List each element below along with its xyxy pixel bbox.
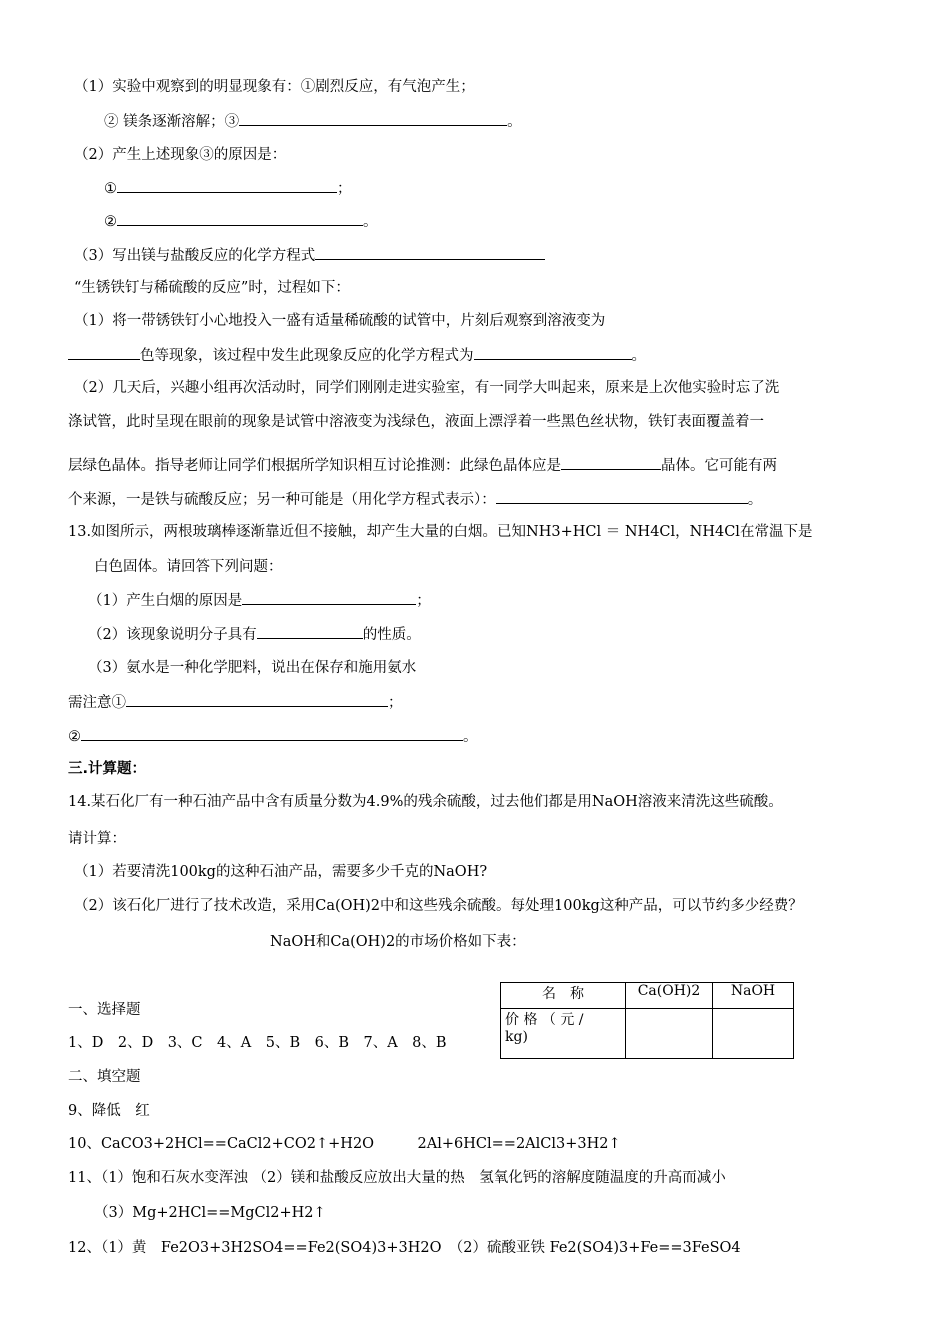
- q13-intro-b: 白色固体。请回答下列问题：: [94, 559, 283, 575]
- q12-sub2-line-b: 涤试管，此时呈现在眼前的现象是试管中溶液变为浅绿色，液面上漂浮着一些黑色丝状物，铁钉表面覆盖着一: [68, 414, 764, 430]
- answers-section1: 一、选择题: [68, 1002, 141, 1018]
- q13-sub1: [88, 590, 431, 611]
- q13-note1: [68, 692, 403, 713]
- text: 的性质。: [362, 627, 421, 643]
- text: ①: [104, 181, 117, 197]
- text: 。: [747, 492, 763, 508]
- answer-9: 9、降低 红: [68, 1103, 150, 1119]
- text: 。: [363, 214, 378, 230]
- q11-sub2-item2: [104, 211, 378, 232]
- row-label-a: 价 格 （ 元 /: [505, 1012, 584, 1028]
- answer-blank[interactable]: [81, 726, 463, 741]
- price-table: [500, 982, 794, 1059]
- text: 需注意①: [68, 695, 126, 711]
- table-cell-naoh-price[interactable]: [713, 1009, 794, 1059]
- q11-sub2-item1: [104, 178, 352, 199]
- text: 。: [631, 348, 646, 364]
- answer-blank[interactable]: [117, 178, 337, 193]
- answers-choice: 1、D 2、D 3、C 4、A 5、B 6、B 7、A 8、B: [68, 1035, 447, 1051]
- text: 层绿色晶体。指导老师让同学们根据所学知识相互讨论推测：此绿色晶体应是: [68, 458, 561, 474]
- text: 色等现象，该过程中发生此现象反应的化学方程式为: [140, 348, 474, 364]
- text: 晶体。它可能有两: [661, 458, 777, 474]
- text: ②: [104, 214, 117, 230]
- answer-blank[interactable]: [315, 245, 545, 260]
- q12-sub2-line-a: （2）几天后，兴趣小组再次活动时，同学们刚刚走进实验室，有一同学大叫起来，原来是上次他实验时忘了洗: [74, 380, 780, 396]
- q12-sub1-line-b: [68, 345, 646, 366]
- answer-10: 10、CaCO3+2HCl==CaCl2+CO2↑+H2O 2Al+6HCl==2AlCl3+3H2↑: [68, 1136, 621, 1152]
- text: ；: [416, 593, 431, 609]
- text: ；: [337, 181, 352, 197]
- answer-12: 12、（1）黄 Fe2O3+3H2SO4==Fe2(SO4)3+3H2O （2）硫酸亚铁 Fe2(SO4)3+Fe==3FeSO4: [68, 1240, 741, 1256]
- answer-blank[interactable]: [126, 692, 388, 707]
- answer-11-a: 11、（1）饱和石灰水变浑浊 （2）镁和盐酸反应放出大量的热 氢氧化钙的溶解度随温度的升高而减小: [68, 1170, 726, 1186]
- q14-intro-b: 请计算：: [68, 831, 126, 847]
- q11-sub1-line-b: [104, 111, 522, 132]
- answers-section2: 二、填空题: [68, 1069, 141, 1085]
- answer-blank[interactable]: [496, 489, 748, 504]
- answer-blank[interactable]: [239, 111, 507, 126]
- text: ②: [68, 729, 81, 745]
- text: （1）产生白烟的原因是: [88, 593, 243, 609]
- q14-sub1: （1）若要清洗100kg的这种石油产品，需要多少千克的NaOH?: [74, 864, 488, 880]
- text: ② 镁条逐渐溶解；③: [104, 114, 240, 130]
- q13-sub3: （3）氨水是一种化学肥料，说出在保存和施用氨水: [88, 660, 417, 676]
- text: （2）该现象说明分子具有: [88, 627, 257, 643]
- table-row-label: [501, 1009, 626, 1059]
- text: 个来源，一是铁与硫酸反应；另一种可能是（用化学方程式表示）：: [68, 492, 496, 508]
- row-label-b: kg): [505, 1029, 528, 1045]
- table-header-naoh: NaOH: [713, 983, 794, 1009]
- q12-sub2-line-c: [68, 455, 777, 476]
- section-heading-calc: 三.计算题：: [68, 761, 147, 777]
- q13-note2: [68, 726, 478, 747]
- q12-sub2-line-d: [68, 489, 762, 510]
- answer-blank[interactable]: [68, 345, 140, 360]
- q11-sub2: （2）产生上述现象③的原因是：: [74, 147, 287, 163]
- table-header-name: 名 称: [501, 983, 626, 1009]
- text: ；: [388, 695, 403, 711]
- answer-blank[interactable]: [257, 624, 363, 639]
- table-header-caoh2: Ca(OH)2: [626, 983, 713, 1009]
- q11-sub1-line-a: （1）实验中观察到的明显现象有：①剧烈反应，有气泡产生；: [74, 79, 475, 95]
- answer-blank[interactable]: [242, 590, 416, 605]
- answer-11-b: （3）Mg+2HCl==MgCl2+H2↑: [94, 1205, 326, 1221]
- q12-intro: “生锈铁钉与稀硫酸的反应”时，过程如下：: [74, 280, 350, 296]
- q13-sub2: [88, 624, 421, 645]
- q11-sub3: [74, 245, 545, 266]
- answer-blank[interactable]: [561, 455, 661, 470]
- q14-intro-a: 14.某石化厂有一种石油产品中含有质量分数为4.9%的残余硫酸，过去他们都是用NaOH溶液来清洗这些硫酸。: [68, 794, 783, 810]
- text: （3）写出镁与盐酸反应的化学方程式: [74, 248, 316, 264]
- table-header-row: [501, 983, 794, 1009]
- table-row: [501, 1009, 794, 1059]
- text: 。: [463, 729, 478, 745]
- q13-intro-a: 13.如图所示，两根玻璃棒逐渐靠近但不接触，却产生大量的白烟。已知NH3+HCl ＝ NH4Cl，NH4Cl在常温下是: [68, 524, 813, 540]
- answer-blank[interactable]: [474, 345, 632, 360]
- table-cell-caoh2-price[interactable]: [626, 1009, 713, 1059]
- q14-table-caption: NaOH和Ca(OH)2的市场价格如下表：: [270, 934, 526, 950]
- text: 。: [507, 114, 522, 130]
- q14-sub2: （2）该石化厂进行了技术改造，采用Ca(OH)2中和这些残余硫酸。每处理100kg这种产品，可以节约多少经费？: [74, 898, 803, 914]
- q12-sub1-line-a: （1）将一带锈铁钉小心地投入一盛有适量稀硫酸的试管中，片刻后观察到溶液变为: [74, 313, 606, 329]
- answer-blank[interactable]: [117, 211, 363, 226]
